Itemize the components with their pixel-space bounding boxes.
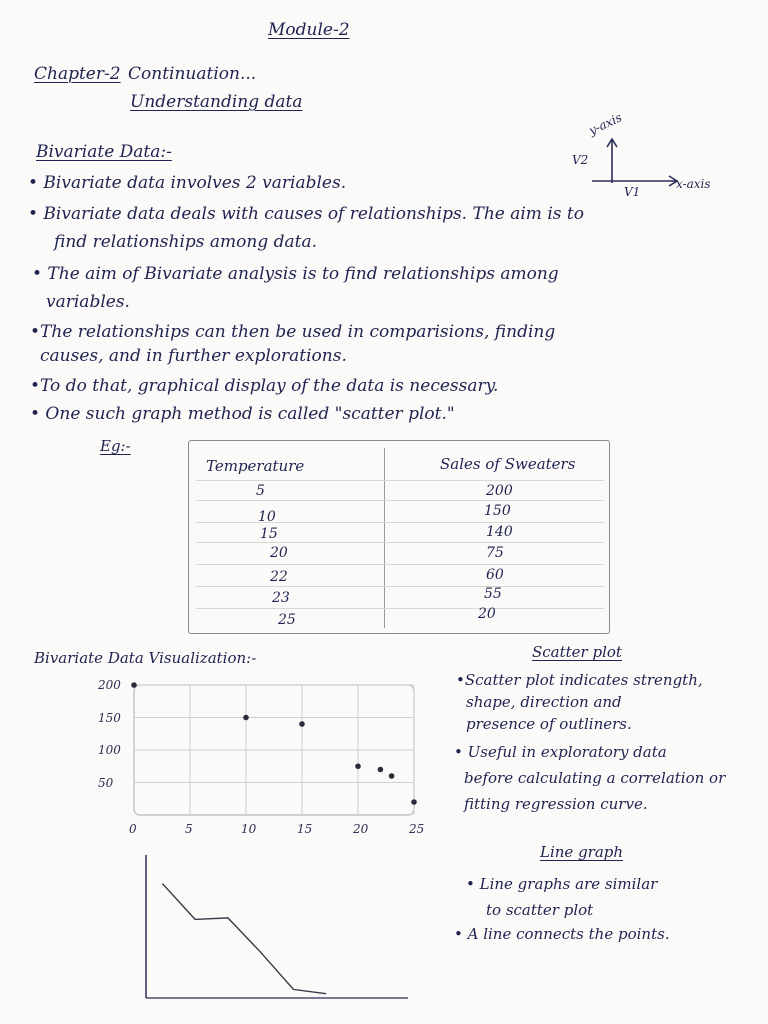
scatter-point [355, 763, 361, 769]
table-cell: 23 [272, 590, 290, 606]
chapter-label: Chapter-2 [34, 64, 121, 84]
scatter-y-tick-label: 100 [98, 743, 121, 757]
module-title: Module-2 [268, 20, 350, 40]
table-cell: 5 [256, 483, 265, 499]
scatter-point [411, 799, 417, 805]
bullet-line: causes, and in further explorations. [40, 346, 347, 366]
bullet-line: • The aim of Bivariate analysis is to find relationships among [32, 264, 559, 284]
scatter-note-line: fitting regression curve. [464, 795, 648, 813]
bullet-line: • One such graph method is called "scatter plot." [30, 404, 455, 424]
bivariate-heading: Bivariate Data:- [36, 142, 172, 162]
table-cell: 200 [486, 483, 513, 499]
scatter-point [389, 773, 395, 779]
bullet-line: variables. [46, 292, 130, 312]
scatter-note-line: • Useful in exploratory data [454, 743, 667, 761]
visualization-heading: Bivariate Data Visualization:- [34, 649, 257, 667]
example-label: Eg:- [100, 437, 131, 455]
scatter-point [299, 721, 305, 727]
bullet-line: •The relationships can then be used in comparisions, finding [30, 322, 556, 342]
bullet-line: • Bivariate data deals with causes of relationships. The aim is to [28, 204, 584, 224]
table-cell: 15 [260, 526, 278, 542]
table-header: Temperature [206, 457, 305, 475]
table-cell: 60 [486, 567, 504, 583]
scatter-x-tick-label: 10 [241, 822, 257, 836]
scatter-note-line: •Scatter plot indicates strength, [456, 671, 703, 689]
chapter-subtitle: Understanding data [130, 92, 303, 112]
scatter-note-line: shape, direction and [466, 693, 622, 711]
scatter-note-line: before calculating a correlation or [464, 769, 726, 787]
scatter-point [131, 682, 137, 688]
line-note-line: • A line connects the points. [454, 925, 670, 943]
scatter-x-tick-label: 25 [409, 822, 425, 836]
table-header: Sales of Sweaters [440, 455, 576, 473]
bullet-line: •To do that, graphical display of the data is necessary. [30, 376, 499, 396]
scatter-x-tick-label: 0 [129, 822, 137, 836]
axes-sketch-x-label: x-axis [676, 177, 711, 191]
line-note-line: to scatter plot [486, 901, 594, 919]
bullet-line: • Bivariate data involves 2 variables. [28, 173, 347, 193]
table-cell: 150 [484, 503, 511, 519]
table-cell: 20 [478, 606, 496, 622]
scatter-note-line: presence of outliners. [466, 715, 632, 733]
chapter-title: Continuation... [128, 64, 257, 84]
line-graph-series [162, 884, 326, 994]
scatter-notes-heading: Scatter plot [532, 643, 622, 661]
table-cell: 140 [486, 524, 513, 540]
table-cell: 55 [484, 586, 502, 602]
table-cell: 22 [270, 569, 288, 585]
axes-sketch-y-label: y-axis [586, 110, 625, 138]
scatter-y-tick-label: 150 [98, 710, 121, 725]
bullet-line: find relationships among data. [54, 232, 318, 252]
line-notes-heading: Line graph [540, 843, 624, 861]
scatter-x-tick-label: 20 [353, 822, 369, 836]
scatter-point [243, 715, 249, 721]
scatter-x-tick-label: 5 [185, 822, 193, 836]
axes-sketch-y-var: V2 [572, 153, 589, 167]
axes-sketch-x-var: V1 [624, 185, 641, 199]
table-cell: 75 [486, 545, 504, 561]
line-note-line: • Line graphs are similar [466, 875, 658, 893]
scatter-x-tick-label: 15 [297, 822, 313, 836]
table-cell: 25 [278, 612, 296, 628]
scatter-y-tick-label: 200 [98, 678, 121, 692]
scatter-point [378, 767, 384, 773]
table-cell: 10 [258, 509, 276, 525]
scatter-y-tick-label: 50 [98, 775, 114, 790]
table-cell: 20 [270, 545, 288, 561]
